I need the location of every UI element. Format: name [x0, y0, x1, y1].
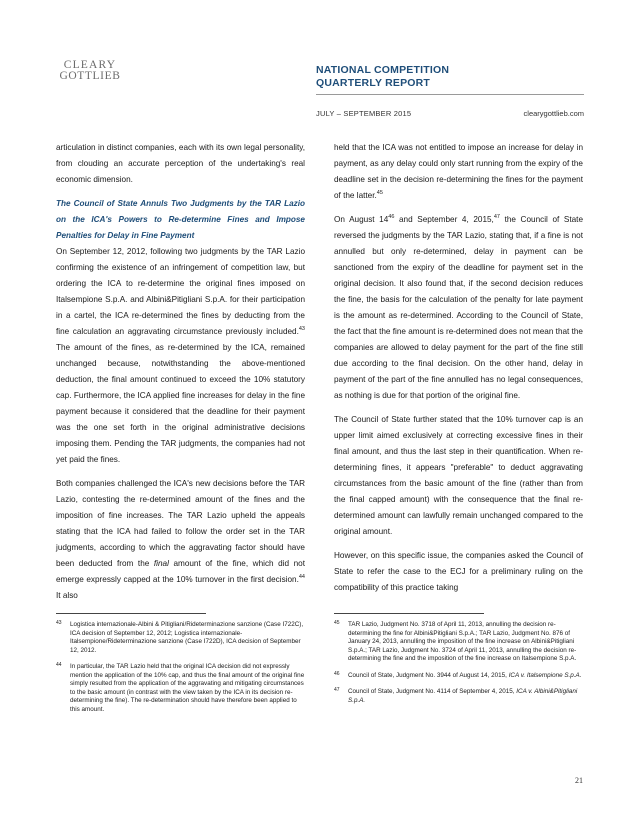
report-subtitle: QUARTERLY REPORT [316, 77, 431, 89]
left-column [56, 140, 305, 612]
footnote-ref[interactable]: 47 [493, 214, 500, 220]
section-heading: The Council of State Annuls Two Judgments by the TAR Lazio on the ICA's Powers to Re-determine Fines and Impose Penalties for Delay in Fine Payment [56, 199, 305, 240]
footnote-ref[interactable]: 43 [298, 326, 305, 332]
right-column [334, 140, 583, 604]
cleary-gottlieb-logo: CLEARY GOTTLIEB [59, 59, 121, 82]
page-number: 21 [575, 776, 583, 785]
paragraph: held that the ICA was not entitled to impose an increase for delay in payment, as any delay could only start running from the expiry of the deadline set in the decision re-determining the fines for the payment of the latter.$^{45}$ [334, 143, 583, 200]
footnote: 47 Council of State, Judgment No. 4114 of September 4, 2015, ICA v. Albini&Pitigliani S.p.A. [334, 687, 578, 704]
footnote-divider [56, 613, 206, 614]
footnote-ref[interactable]: 44 [298, 574, 305, 580]
footnotes-right [334, 621, 584, 713]
footnote-ref[interactable]: 46 [388, 214, 395, 220]
footnote-divider [334, 613, 484, 614]
footnote: 46 Council of State, Judgment No. 3944 of August 14, 2015, ICA v. Italsempione S.p.A. [334, 670, 582, 679]
footnote-ref[interactable]: 45 [376, 190, 383, 196]
footnote: 44 In particular, the TAR Lazio held that the original ICA decision did not expressly mention the application of the 10% cap, and thus the final amount of the original fine simply resulted from the application of the aggravating and mitigating circumstances to the basic amount (in contrast with the view taken by the ICA in its decision re-determining the fine). The re-determination should have therefore been applied to this amount. [56, 662, 305, 713]
report-title: NATIONAL COMPETITION [316, 64, 450, 76]
paragraph: On September 12, 2012, following two judgments by the TAR Lazio confirming the existence of an infringement of competition law, but ordering the ICA to re-determine the original fines imposed on Italsempione S.p.A. and Albini&Pitigliani S.p.A. for their participation in a cartel, the ICA re-determined the fines by deducting from the fine calculation an aggravating circumstance previously included.$^{43}$ The amount of the fines, as re-determined by the ICA, remained unchanged because, notwithstanding the above-mentioned deduction, the final amount continued to exceed the 10% statutory cap. Furthermore, the ICA applied fine increases for delay in the fine payment because it considered that the deadline for their payment was the one set forth in the original administrative decisions imposing them. Pending the TAR judgments, the companies had not yet paid the fines. [56, 247, 305, 464]
paragraph: However, on this specific issue, the companies asked the Council of State to refer the case to the ECJ for a preliminary ruling on the compatibility of this practice taking [334, 551, 583, 592]
paragraph: articulation in distinct companies, each with its own legal personality, from clouding an accurate perception of the undertaking's real economic dimension. [56, 143, 305, 184]
website-link[interactable]: clearygottlieb.com [523, 109, 584, 118]
report-date: JULY – SEPTEMBER 2015 [316, 109, 412, 118]
header-divider [316, 94, 584, 95]
footnotes-left [56, 621, 305, 722]
footnote: 45 TAR Lazio, Judgment No. 3718 of April 11, 2013, annulling the decision re-determining the fine for Albini&Pitigliani S.p.A.; TAR Lazio, Judgment No. 876 of January 24, 2013, annulling the imposition of the fine increase on Albini&Pitigliani S.p.A.; TAR Lazio, Judgment No. 3724 of April 11, 2013, annulling the decision re-determining the fine and the imposition of the fine increase on Italsempione S.p.A. [334, 620, 577, 662]
paragraph: The Council of State further stated that the 10% turnover cap is an upper limit aimed exclusively at correcting excessive fines in their final amount, and thus the last step in their quantification. When re-determining fines, it appears "preferable" to deduct aggravating circumstances from the basic amount of the fine (rather than from the final capped amount) with the consequence that the final re-determined amount can lawfully remain unchanged compared to the original amount. [334, 415, 583, 536]
paragraph: Both companies challenged the ICA's new decisions before the TAR Lazio, contesting the re-determined amount of the fines and the imposition of fine increases. The TAR Lazio upheld the appeals stating that the ICA had failed to follow the order set in the TAR judgments, according to which the aggravating factor should have been deducted from the final amount of the fine, which did not emerge expressly capped at the 10% turnover in the first decision.$^{44}$ It also [56, 479, 305, 600]
paragraph: On August $14^{46}$ and September 4, 2015,47 the Council of State reversed the judgments by the TAR Lazio, stating that, if a fine is not annulled but only re-determined, delay in payment can be sanctioned from the expiry of the deadline for payment set in the original decision. It also found that, if the second decision reduces the fine, the basis for the calculation of the penalty for late payment is the amount as re-determined. According to the Council of State, the fact that the fine amount is re-determined does not mean that the companies are allowed to delay payment for the part of the fine still due according to the final decision. On the other hand, delay in payment of the part of the fine annulled has no legal consequences, as nothing is due for that portion of the original fine. [334, 214, 584, 400]
footnote: 43 Logistica internazionale-Albini & Pitigliani/Rideterminazione sanzione (Case I722C), ICA decision of September 12, 2012; Logistica internazionale-Italsempione/Rideterminazione sanzione (Case I722D), ICA decision of September 12, 2012. [56, 620, 304, 654]
